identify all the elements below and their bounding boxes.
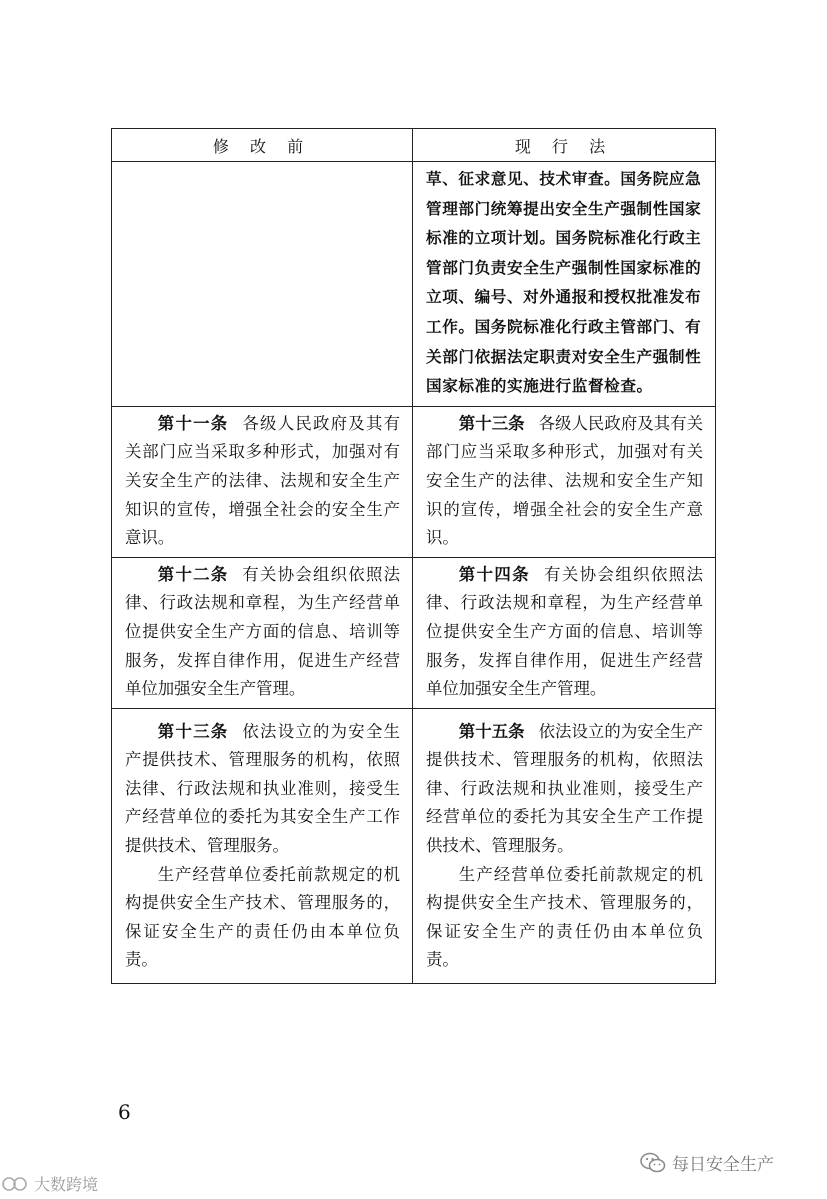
page-number: 6 [118,1100,131,1124]
article-paragraph: 生产经营单位委托前款规定的机构提供安全生产技术、管理服务的，保证安全生产的责任仍由本单位负责。 [125,864,400,970]
article-number: 第十二条 [157,564,229,584]
table-header-row [112,129,716,162]
watermark-left [2,1172,98,1195]
table-row [112,406,716,557]
cell-empty [112,162,413,407]
article-number: 第十一条 [157,413,229,433]
cell-current [413,406,716,557]
header-before: 修 改 前 [112,129,413,162]
cell-before [112,406,413,557]
header-current: 现 行 法 [413,129,716,162]
watermark-right [640,1150,774,1175]
article-number: 第十五条 [458,721,525,741]
article-number: 第十四条 [458,564,531,584]
cell-current [413,557,716,708]
article-text: 依法设立的为安全生产提供技术、管理服务的机构，依照法律、行政法规和执业准则，接受生产经营单位的委托为其安全生产工作提供技术、管理服务。 [426,721,704,856]
article-text: 各级人民政府及其有关部门应当采取多种形式，加强对有关安全生产的法律、法规和安全生产知识的宣传，增强全社会的安全生产意识。 [426,413,704,548]
continued-text: 草、征求意见、技术审查。国务院应急管理部门统筹提出安全生产强制性国家标准的立项计划。国务院标准化行政主管部门负责安全生产强制性国家标准的立项、编号、对外通报和授权批准发布工作。国务院标准化行政主管部门、有关部门依据法定职责对安全生产强制性国家标准的实施进行监督检查。 [426,170,702,396]
wechat-icon [640,1152,666,1174]
article-number: 第十三条 [458,413,525,433]
article-number: 第十三条 [157,721,229,741]
watermark-left-text: 大数跨境 [34,1175,99,1194]
cell-before [112,557,413,708]
table-row [112,557,716,708]
table-row [112,708,716,983]
cell-before [112,708,413,983]
cell-current [413,708,716,983]
comparison-table [111,128,716,984]
watermark-right-text: 每日安全生产 [672,1155,774,1175]
article-text: 有关协会组织依照法律、行政法规和章程，为生产经营单位提供安全生产方面的信息、培训等服务，发挥自律作用，促进生产经营单位加强安全生产管理。 [426,564,704,699]
brand-logo-icon [2,1176,30,1192]
article-text: 依法设立的为安全生产提供技术、管理服务的机构，依照法律、行政法规和执业准则，接受生产经营单位的委托为其安全生产工作提供技术、管理服务。 [125,721,401,856]
cell-continued [413,162,716,407]
article-text: 有关协会组织依照法律、行政法规和章程，为生产经营单位提供安全生产方面的信息、培训等服务，发挥自律作用，促进生产经营单位加强安全生产管理。 [125,564,401,699]
article-paragraph: 生产经营单位委托前款规定的机构提供安全生产技术、管理服务的，保证安全生产的责任仍由本单位负责。 [426,864,703,970]
table-row [112,162,716,407]
article-text: 各级人民政府及其有关部门应当采取多种形式，加强对有关安全生产的法律、法规和安全生产知识的宣传，增强全社会的安全生产意识。 [125,413,401,548]
